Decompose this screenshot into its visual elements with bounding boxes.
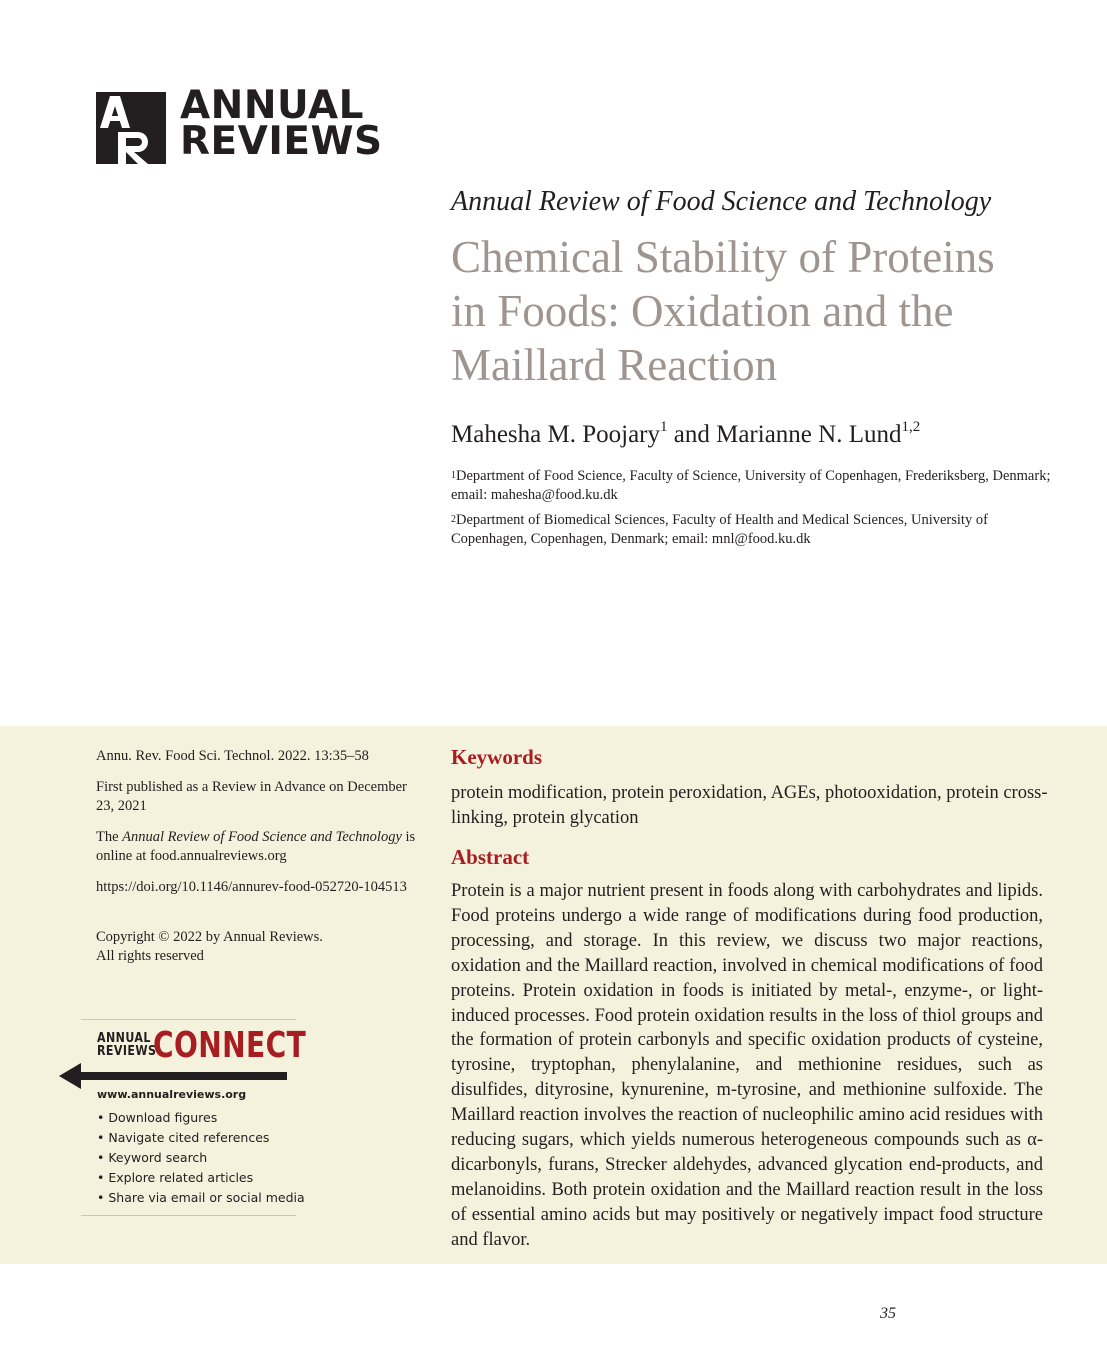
- list-item: • Keyword search: [97, 1150, 208, 1165]
- title-line-2: in Foods: Oxidation and the: [451, 286, 954, 336]
- annual-reviews-connect-box: [81, 1019, 307, 1216]
- copyright: [96, 928, 416, 966]
- author-1-affil: 1: [660, 419, 668, 435]
- abstract-heading: Abstract: [451, 845, 530, 869]
- connect-small-line-1: ANNUAL: [97, 1031, 151, 1046]
- list-item: • Download figures: [97, 1110, 218, 1125]
- citation: Annu. Rev. Food Sci. Technol. 2022. 13:35–58: [96, 748, 369, 764]
- page-number: 35: [880, 1305, 896, 1322]
- keywords-heading: Keywords: [451, 745, 542, 769]
- logo-line-1: ANNUAL: [180, 83, 364, 128]
- list-item: • Explore related articles: [97, 1170, 254, 1185]
- annual-reviews-logo: [96, 83, 383, 166]
- list-item: • Share via email or social media: [97, 1190, 305, 1205]
- copyright-line-1: Copyright © 2022 by Annual Reviews.: [96, 929, 323, 945]
- copyright-line-2: All rights reserved: [96, 948, 204, 964]
- abstract-text: Protein is a major nutrient present in foods along with carbohydrates and lipids. Food proteins undergo a wide range of modifications during food production, processing, and storage. In this review, we discuss two major reactions, oxidation and the Maillard reaction, involved in chemical modifications of food proteins. Protein oxidation in foods is initiated by metal-, enzyme-, or light-induced processes. Food protein oxidation results in the loss of thiol groups and the formation of protein carbonyls and specific oxidation products of cysteine, tyrosine, tryptophan, phenylalanine, and methionine residues, such as disulfides, dityrosine, kynurenine, m-tyrosine, and methionine sulfoxide. The Maillard reaction involves the reaction of nucleophilic amino acid residues with reducing sugars, which yields numerous heterogeneous compounds such as α-dicarbonyls, furans, Strecker aldehydes, advanced glycation end-products, and melanoidins. Both protein oxidation and the Maillard reaction result in the loss of essential amino acids but may positively or negatively impact food structure and flavor.: [451, 881, 1043, 1250]
- keywords-text: protein modification, protein peroxidation, AGEs, photooxidation, protein cross-linking, protein glycation: [451, 783, 1048, 828]
- title-line-1: Chemical Stability of Proteins: [451, 232, 995, 282]
- authors: [451, 421, 920, 449]
- online-suffix: is online at food.annualreviews.org: [96, 829, 416, 864]
- author-joiner: and: [667, 421, 717, 448]
- online-at: [96, 828, 416, 866]
- title-line-3: Maillard Reaction: [451, 340, 778, 390]
- list-item: • Navigate cited references: [97, 1130, 270, 1145]
- doi-link[interactable]: https://doi.org/10.1146/annurev-food-052720-104513: [96, 879, 407, 895]
- connect-title: CONNECT: [153, 1025, 307, 1066]
- affiliation-2: [451, 511, 1051, 549]
- logo-wordmark: [180, 83, 383, 164]
- connect-url[interactable]: www.annualreviews.org: [97, 1088, 247, 1101]
- affiliation-1: [451, 467, 1051, 505]
- affiliation-1-marker: 1: [451, 470, 456, 481]
- connect-small-line-2: REVIEWS: [97, 1044, 157, 1059]
- connect-small-logo: [97, 1032, 156, 1058]
- logo-line-2: REVIEWS: [180, 119, 383, 164]
- author-1: Mahesha M. Poojary: [451, 421, 660, 448]
- author-2-affil: 1,2: [901, 419, 921, 435]
- connect-feature-list: [97, 1108, 305, 1208]
- affiliation-2-text: Department of Biomedical Sciences, Faculty of Health and Medical Sciences, University of Copenhagen, Copenhagen, Denmark; email: mnl@food.ku.dk: [451, 512, 988, 547]
- affiliation-2-marker: 2: [451, 514, 456, 525]
- online-prefix: The: [96, 829, 123, 845]
- first-published: First published as a Review in Advance on December 23, 2021: [96, 779, 407, 814]
- ar-logo-mark-icon: [96, 92, 166, 164]
- affiliation-1-text: Department of Food Science, Faculty of Science, University of Copenhagen, Frederiksberg, Denmark; email: mahesha@food.ku.dk: [451, 468, 1051, 503]
- journal-name: Annual Review of Food Science and Technology: [451, 186, 992, 217]
- article-title: [451, 230, 1051, 392]
- online-journal: Annual Review of Food Science and Technology: [122, 829, 402, 845]
- author-2: Marianne N. Lund: [716, 421, 902, 448]
